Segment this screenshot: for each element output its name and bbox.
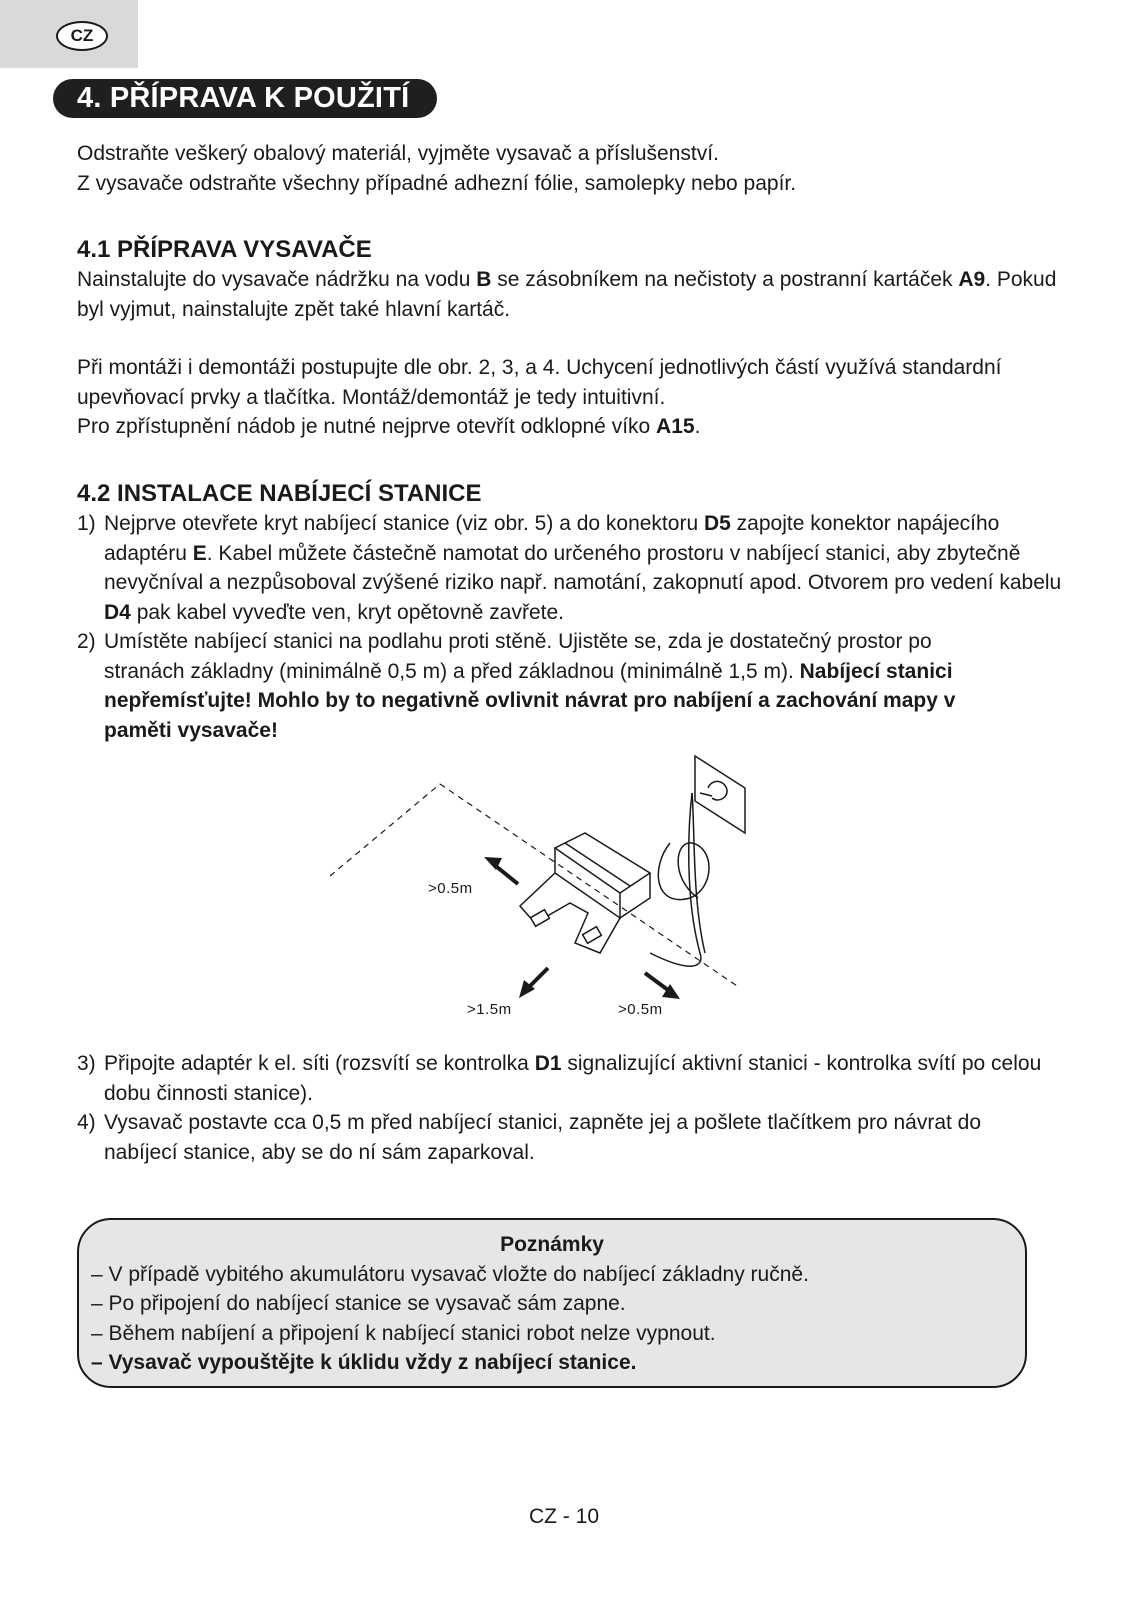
note-item: – V případě vybitého akumulátoru vysavač vložte do nabíjecí základny ručně. [91, 1262, 809, 1286]
station-placement-figure [320, 748, 760, 1048]
steps-continued [77, 1049, 1067, 1167]
note-item: – Po připojení do nabíjecí stanice se vysavač sám zapne. [91, 1292, 626, 1315]
language-tab [0, 0, 138, 68]
intro-paragraph [77, 139, 1067, 198]
section-title: 4. PŘÍPRAVA K POUŽITÍ [53, 79, 437, 118]
paragraph: Pro zpřístupnění nádob je nutné nejprve otevřít odklopné víko A15. [77, 415, 701, 438]
clearance-label-right: >0.5m [618, 1001, 663, 1018]
note-item: – Během nabíjení a připojení k nabíjecí stanici robot nelze vypnout. [91, 1321, 716, 1345]
subsection-title: 4.2 INSTALACE NABÍJECÍ STANICE [77, 480, 482, 507]
placement-diagram [320, 748, 760, 1048]
subsection-preparation [77, 235, 1067, 442]
clearance-label-front: >1.5m [467, 1001, 512, 1018]
list-item: 1) Nejprve otevřete kryt nabíjecí stanice (viz obr. 5) a do konektoru D5 zapojte konektor napájecího adaptéru E. Kabel můžete částečně namotat do určeného prostoru v nabíjecí stanici, aby zbytečně nevyčníval a nezpůsoboval zvýšené riziko např. namotání, zakopnutí apod. Otvorem pro vedení kabelu D4 pak kabel vyveďte ven, kryt opětovně zavřete. [77, 512, 1062, 624]
paragraph: Při montáži i demontáži postupujte dle obr. 2, 3, a 4. Uchycení jednotlivých částí využívá standardní upevňovací prvky a tlačítka. Montáž/demontáž je tedy intuitivní. [77, 356, 1002, 409]
subsection-title: 4.1 PŘÍPRAVA VYSAVAČE [77, 236, 372, 263]
subsection-station [77, 479, 1067, 745]
paragraph: Nainstalujte do vysavače nádržku na vodu B se zásobníkem na nečistoty a postranní kartáček A9. Pokud byl vyjmut, nainstalujte zpět také hlavní kartáč. [77, 268, 1057, 321]
note-item-bold: – Vysavač vypouštějte k úklidu vždy z nabíjecí stanice. [91, 1351, 637, 1374]
clearance-label-left: >0.5m [428, 880, 473, 897]
notes-box [77, 1218, 1027, 1388]
intro-line: Z vysavače odstraňte všechny případné adhezní fólie, samolepky nebo papír. [77, 171, 797, 195]
list-item: 2) Umístěte nabíjecí stanici na podlahu proti stěně. Ujistěte se, zda je dostatečný prostor po stranách základny (minimálně 0,5 m) a před základnou (minimálně 1,5 m). Nabíjecí stanici nepřemísťujte! Mohlo by to negativně ovlivnit návrat pro nabíjení a zachování mapy v paměti vysavače! [77, 630, 956, 742]
page-number: CZ - 10 [528, 1505, 599, 1528]
intro-line: Odstraňte veškerý obalový materiál, vyjměte vysavač a příslušenství. [77, 142, 719, 165]
language-badge: CZ [56, 21, 108, 51]
notes-title: Poznámky [500, 1233, 604, 1256]
list-item: 4) Vysavač postavte cca 0,5 m před nabíjecí stanici, zapněte jej a pošlete tlačítkem pro návrat do nabíjecí stanice, aby se do ní sám zaparkoval. [77, 1111, 982, 1164]
list-item: 3) Připojte adaptér k el. síti (rozsvítí se kontrolka D1 signalizující aktivní stanici - kontrolka svítí po celou dobu činnosti stanice). [77, 1052, 1042, 1105]
